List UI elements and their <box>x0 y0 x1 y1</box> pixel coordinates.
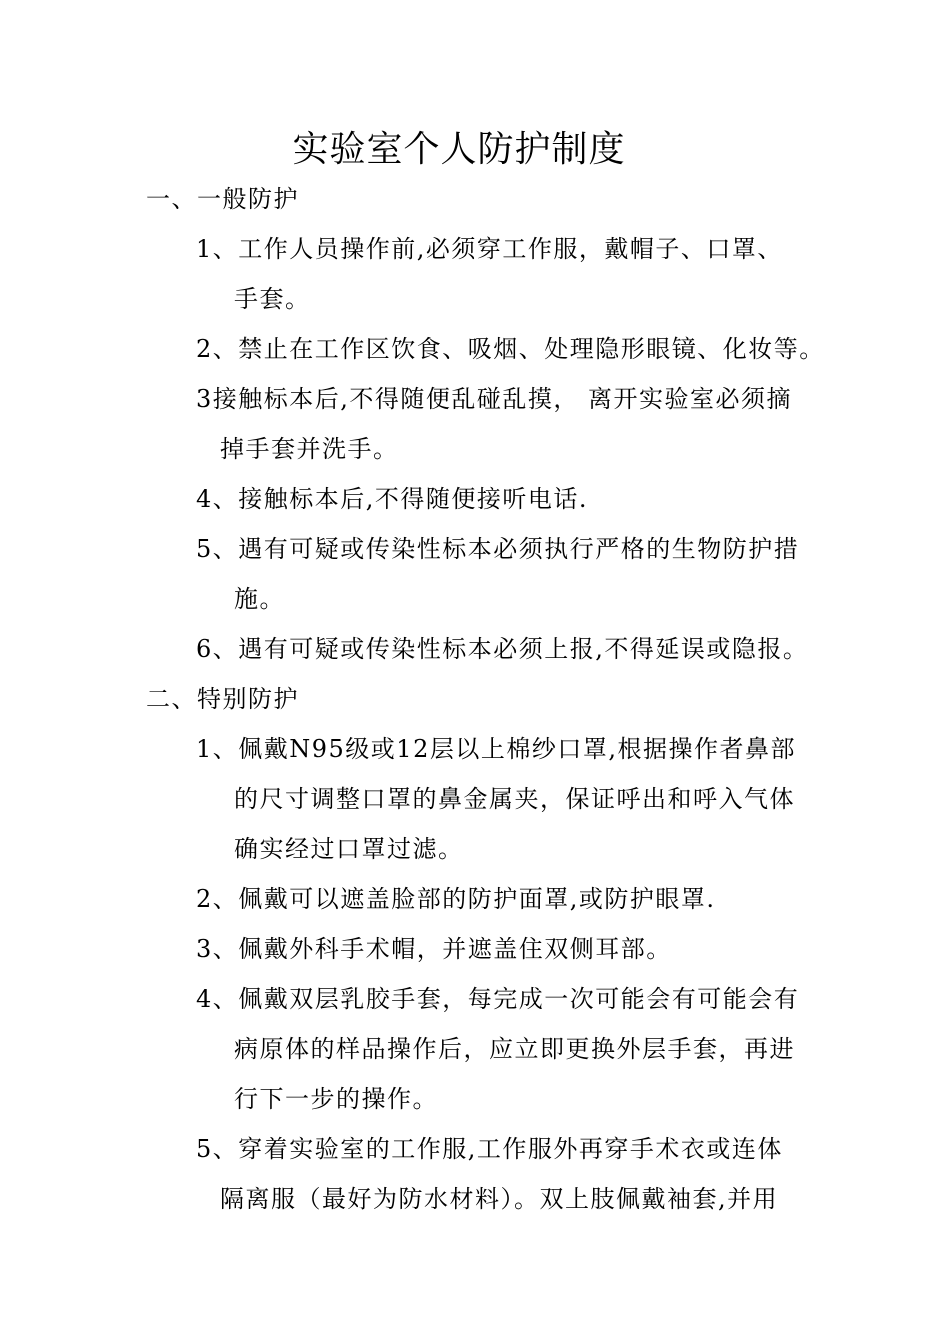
list-item: 5、遇有可疑或传染性标本必须执行严格的生物防护措 <box>196 535 800 563</box>
list-item-continuation: 确实经过口罩过滤。 <box>234 835 464 863</box>
list-item: 6、遇有可疑或传染性标本必须上报,不得延误或隐报。 <box>196 635 809 663</box>
document-title: 实验室个人防护制度 <box>292 129 626 170</box>
list-item-continuation: 掉手套并洗手。 <box>220 435 399 463</box>
list-item: 4、接触标本后,不得随便接听电话. <box>196 485 589 513</box>
list-item: 5、穿着实验室的工作服,工作服外再穿手术衣或连体 <box>196 1135 783 1163</box>
list-item: 3接触标本后,不得随便乱碰乱摸， 离开实验室必须摘 <box>196 385 793 413</box>
list-item-continuation: 行下一步的操作。 <box>234 1085 438 1113</box>
list-item-continuation: 病原体的样品操作后，应立即更换外层手套，再进 <box>234 1035 795 1063</box>
list-item-continuation: 隔离服（最好为防水材料）。双上肢佩戴袖套,并用 <box>220 1185 779 1213</box>
section-heading-special: 二、特别防护 <box>146 685 299 713</box>
list-item: 1、佩戴N95级或12层以上棉纱口罩,根据操作者鼻部 <box>196 735 796 763</box>
list-item: 2、佩戴可以遮盖脸部的防护面罩,或防护眼罩. <box>196 885 716 913</box>
list-item-continuation: 手套。 <box>234 285 311 313</box>
list-item-continuation: 施。 <box>234 585 285 613</box>
list-item-continuation: 的尺寸调整口罩的鼻金属夹，保证呼出和呼入气体 <box>234 785 795 813</box>
list-item: 4、佩戴双层乳胶手套，每完成一次可能会有可能会有 <box>196 985 800 1013</box>
list-item: 1、工作人员操作前,必须穿工作服，戴帽子、口罩、 <box>196 235 783 263</box>
section-heading-general: 一、一般防护 <box>146 185 299 213</box>
list-item: 2、禁止在工作区饮食、吸烟、处理隐形眼镜、化妆等。 <box>196 335 825 363</box>
list-item: 3、佩戴外科手术帽，并遮盖住双侧耳部。 <box>196 935 672 963</box>
